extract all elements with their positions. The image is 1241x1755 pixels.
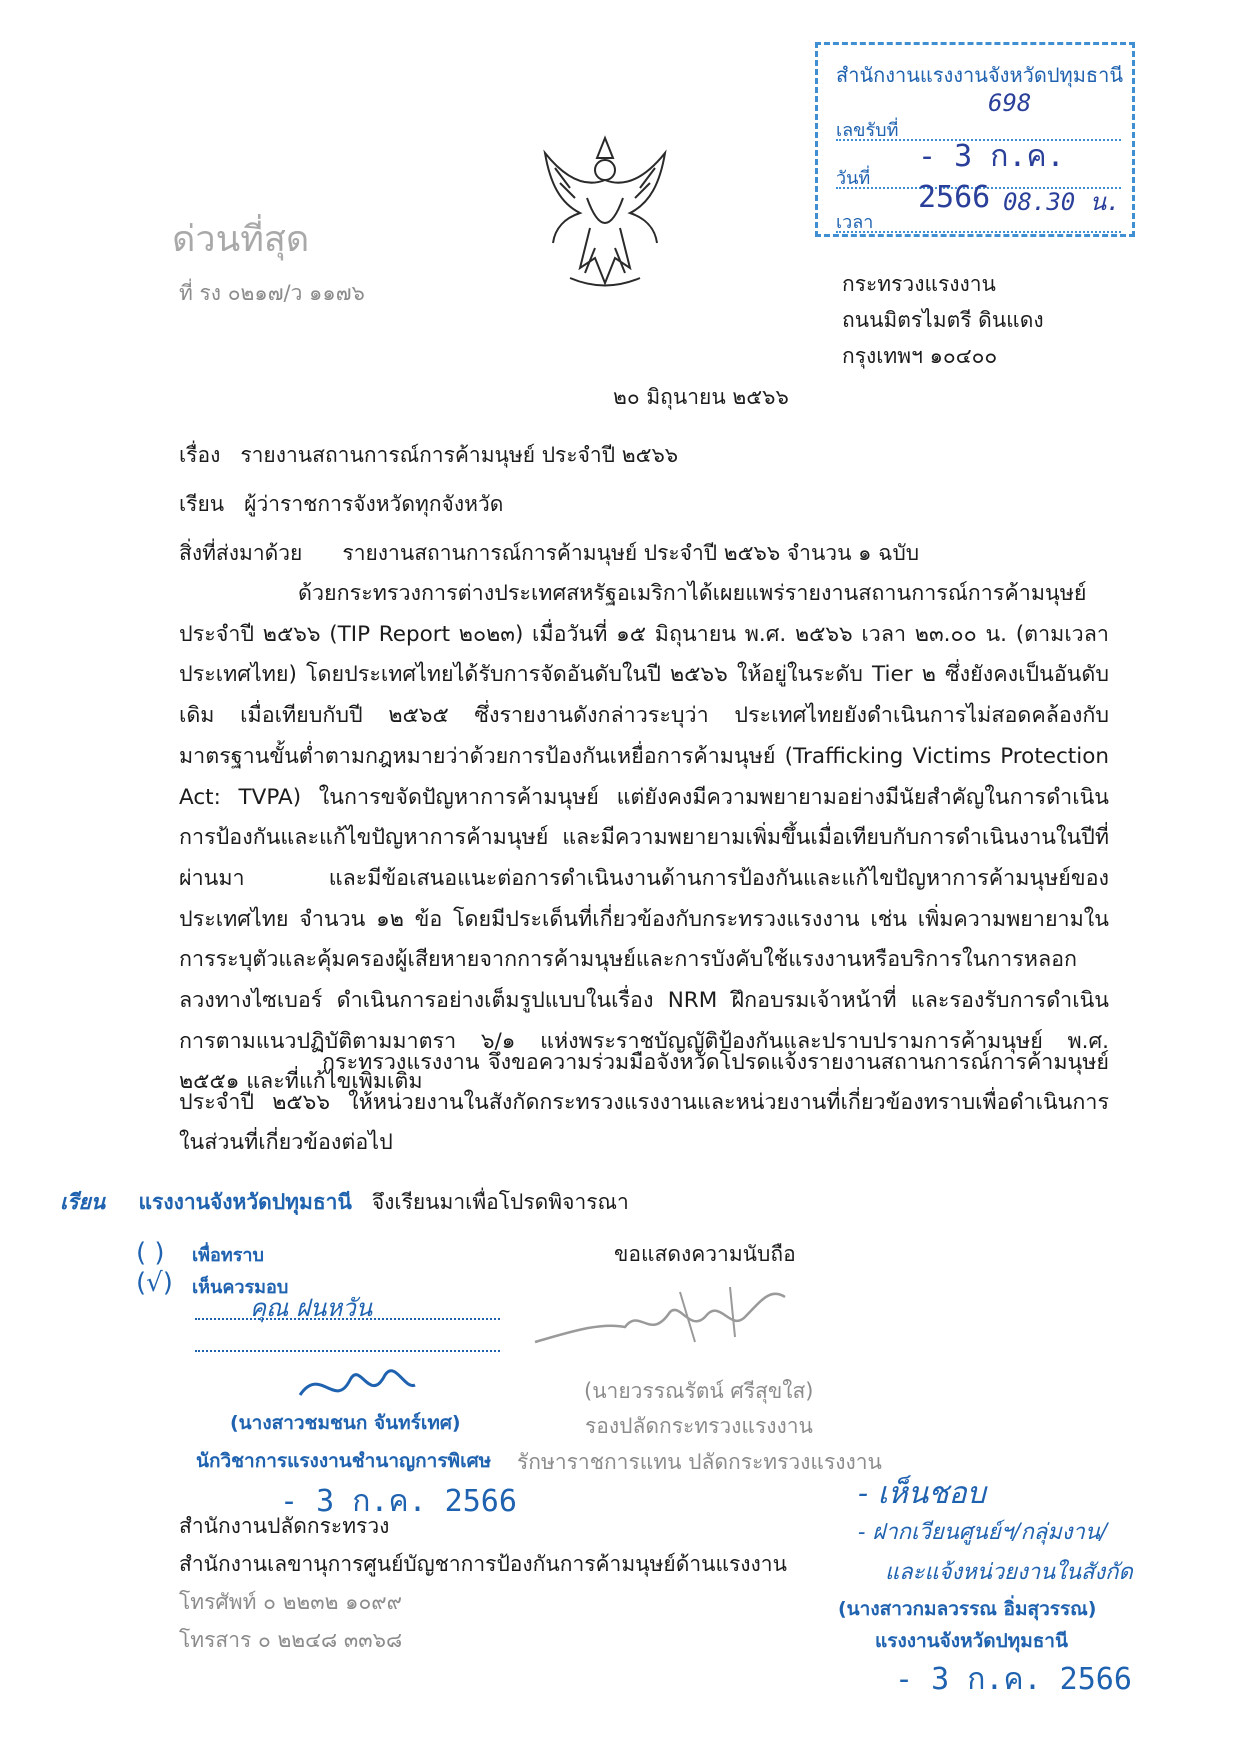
option-acknowledge-mark: ( ) [136, 1238, 165, 1268]
footer-office: สำนักงานปลัดกระทรวง [179, 1514, 390, 1538]
to-text: ผู้ว่าราชการจังหวัดทุกจังหวัด [244, 492, 504, 516]
note-line-1: - เห็นชอบ [858, 1476, 986, 1511]
note-name: (นางสาวกมลวรรณ อิ่มสุวรรณ) [838, 1598, 1097, 1620]
ministry-street: ถนนมิตรไมตรี ดินแดง [842, 308, 1044, 332]
urgency-stamp: ด่วนที่สุด [172, 219, 310, 260]
routing-prefix: เรียน [60, 1189, 106, 1214]
officer-title: นักวิชาการแรงงานชำนาญการพิเศษ [196, 1450, 492, 1472]
letter-date: ๒๐ มิถุนายน ๒๕๖๖ [613, 385, 789, 409]
ministry-name: กระทรวงแรงงาน [842, 272, 996, 296]
blank-dotted-line [195, 1350, 500, 1352]
subject-text: รายงานสถานการณ์การค้ามนุษย์ ประจำปี ๒๕๖๖ [240, 443, 679, 467]
ministry-city: กรุงเทพฯ ๑๐๔๐๐ [842, 344, 998, 368]
routing-line [60, 1186, 629, 1219]
to-label: เรียน [179, 492, 225, 516]
assignee-handwritten: คุณ ฝนหวัน [250, 1294, 373, 1322]
stamp-date: - 3 ก.ค. 2566 [918, 139, 1065, 215]
option-acknowledge: เพื่อทราบ [192, 1245, 264, 1266]
stamp-office: สำนักงานแรงงานจังหวัดปทุมธานี [836, 63, 1124, 87]
assignee-dotted-line [195, 1318, 500, 1320]
to-line [179, 490, 503, 518]
footer-fax: โทรสาร ๐ ๒๒๔๘ ๓๓๖๘ [179, 1628, 403, 1652]
reference-number: ที่ รง ๐๒๑๗/ว ๑๑๗๖ [179, 281, 365, 305]
stamp-number: 698 [988, 89, 1032, 117]
body-paragraph-2: กระทรวงแรงงาน จึงขอความร่วมมือจังหวัดโปรดแจ้งรายงานสถานการณ์การค้ามนุษย์ ประจำปี ๒๕๖๖ ให้หน่วยงานในสังกัดกระทรวงแรงงานและหน่วยงานที่เกี่ยวข้องทราบเพื่อดำเนินการในส่วนที่เกี่ยวข้องต่อไป [179, 1050, 1109, 1155]
signer-name: (นายวรรณรัตน์ ศรีสุขใส) [584, 1379, 814, 1403]
note-line-2: - ฝากเวียนศูนย์ฯ/กลุ่มงาน/ [858, 1520, 1108, 1545]
officer-name: (นางสาวชมชนก จันทร์เทศ) [230, 1412, 461, 1434]
routing-closing: จึงเรียนมาเพื่อโปรดพิจารณา [371, 1190, 629, 1214]
note-line-3: และแจ้งหน่วยงานในสังกัด [885, 1560, 1133, 1585]
signer-position-2: รักษาราชการแทน ปลัดกระทรวงแรงงาน [517, 1450, 882, 1474]
officer-date: - 3 ก.ค. 2566 [280, 1484, 517, 1519]
stamp-label-date: วันที่ [836, 168, 871, 189]
routing-addressee: แรงงานจังหวัดปทุมธานี [138, 1190, 352, 1214]
stamp-label-number: เลขรับที่ [836, 120, 899, 141]
enclosure-line [179, 539, 919, 567]
enclosure-label: สิ่งที่ส่งมาด้วย [179, 541, 303, 565]
option-assign: เห็นควรมอบ [192, 1277, 289, 1298]
subject-line [179, 441, 678, 469]
stamp-label-time: เวลา [836, 212, 874, 233]
note-title: แรงงานจังหวัดปทุมธานี [875, 1630, 1068, 1652]
signer-position-1: รองปลัดกระทรวงแรงงาน [585, 1414, 813, 1438]
footer-division: สำนักงานเลขานุการศูนย์บัญชาการป้องกันการค้ามนุษย์ด้านแรงงาน [179, 1552, 787, 1576]
option-assign-mark: (√) [136, 1268, 173, 1298]
subject-label: เรื่อง [179, 443, 221, 467]
enclosure-text: รายงานสถานการณ์การค้ามนุษย์ ประจำปี ๒๕๖๖ จำนวน ๑ ฉบับ [342, 541, 920, 565]
stamp-time: 08.30 น. [1003, 188, 1121, 216]
body-paragraph-1: ด้วยกระทรวงการต่างประเทศสหรัฐอเมริกาได้เผยแพร่รายงานสถานการณ์การค้ามนุษย์ ประจำปี ๒๕๖๖ (TIP Report ๒๐๒๓) เมื่อวันที่ ๑๕ มิถุนายน พ.ศ. ๒๕๖๖ เวลา ๒๓.๐๐ น. (ตามเวลาประเทศไทย) โดยประเทศไทยได้รับการจัดอันดับในปี ๒๕๖๖ ให้อยู่ในระดับ Tier ๒ ซึ่งยังคงเป็นอันดับเดิม เมื่อเทียบกับปี ๒๕๖๕ ซึ่งรายงานดังกล่าวระบุว่า ประเทศไทยยังดำเนินการไม่สอดคล้องกับมาตรฐานขั้นต่ำตามกฎหมายว่าด้วยการป้องกันเหยื่อการค้ามนุษย์ (Trafficking Victims Protection Act: TVPA) ในการขจัดปัญหาการค้ามนุษย์ แต่ยังคงมีความพยายามอย่างมีนัยสำคัญในการดำเนินการป้องกันและแก้ไขปัญหาการค้ามนุษย์ และมีความพยายามเพิ่มขึ้นเมื่อเทียบกับการดำเนินงานในปีที่ผ่านมา และมีข้อเสนอแนะต่อการดำเนินงานด้านการป้องกันและแก้ไขปัญหาการค้ามนุษย์ของประเทศไทย จำนวน ๑๒ ข้อ โดยมีประเด็นที่เกี่ยวข้องกับกระทรวงแรงงาน เช่น เพิ่มความพยายามในการระบุตัวและคุ้มครองผู้เสียหายจากการค้ามนุษย์และการบังคับใช้แรงงานหรือบริการในการหลอกลวงทางไซเบอร์ ดำเนินการอย่างเต็มรูปแบบในเรื่อง NRM ฝึกอบรมเจ้าหน้าที่ และรองรับการดำเนินการตามแนวปฏิบัติตามมาตรา ๖/๑ แห่งพระราชบัญญัติป้องกันและปราบปรามการค้ามนุษย์ พ.ศ. ๒๕๕๑ และที่แก้ไขเพิ่มเติม [179, 581, 1109, 1095]
footer-tel: โทรศัพท์ ๐ ๒๒๓๒ ๑๐๙๙ [179, 1590, 403, 1614]
garuda-emblem-icon [525, 128, 685, 293]
signer-signature [530, 1272, 810, 1366]
receipt-stamp [815, 42, 1135, 237]
note-date: - 3 ก.ค. 2566 [895, 1662, 1132, 1697]
complimentary-close: ขอแสดงความนับถือ [614, 1242, 796, 1266]
